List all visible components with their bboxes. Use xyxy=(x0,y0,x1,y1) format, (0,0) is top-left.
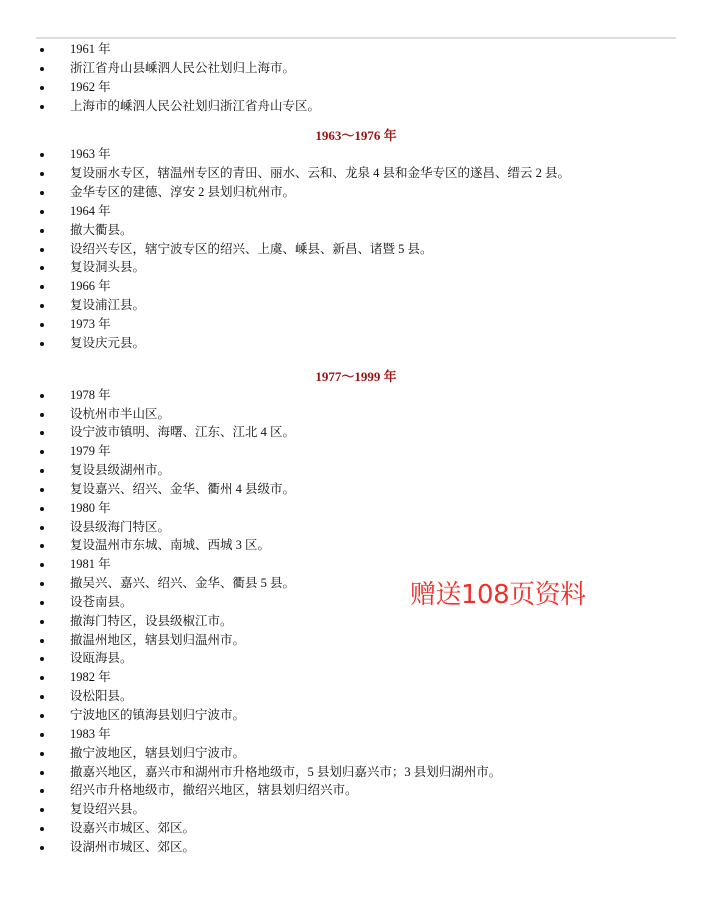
list-item: 设绍兴专区，辖宁波专区的绍兴、上虞、嵊县、新昌、诸暨 5 县。 xyxy=(36,240,676,259)
list-item: 设杭州市半山区。 xyxy=(36,405,676,424)
list-item: 设瓯海县。 xyxy=(36,649,676,668)
list-item: 撤宁波地区，辖县划归宁波市。 xyxy=(36,744,676,763)
list-item: 复设浦江县。 xyxy=(36,296,676,315)
heading-1963-1976: 1963～1976 年 xyxy=(315,128,397,144)
list-item: 宁波地区的镇海县划归宁波市。 xyxy=(36,706,676,725)
list-item: 撤海门特区，设县级椒江市。 xyxy=(36,612,676,631)
section-gap xyxy=(36,115,676,127)
list-item: 复设丽水专区，辖温州专区的青田、丽水、云和、龙泉 4 县和金华专区的遂昌、缙云 2 县。 xyxy=(36,164,676,183)
list-item: 1966 年 xyxy=(36,277,676,296)
list-item: 设宁波市镇明、海曙、江东、江北 4 区。 xyxy=(36,423,676,442)
list-item: 1979 年 xyxy=(36,442,676,461)
list-item: 复设绍兴县。 xyxy=(36,800,676,819)
list-item: 设苍南县。 xyxy=(36,593,676,612)
list-item: 1980 年 xyxy=(36,499,676,518)
list-item: 撤温州地区，辖县划归温州市。 xyxy=(36,631,676,650)
list-item: 1961 年 xyxy=(36,40,676,59)
list-item: 1983 年 xyxy=(36,725,676,744)
list-item: 撤吴兴、嘉兴、绍兴、金华、衢县 5 县。 xyxy=(36,574,676,593)
promo-watermark: 赠送108页资料 xyxy=(410,580,586,610)
document-body xyxy=(36,40,676,857)
section-gap xyxy=(36,353,676,368)
list-item: 复设嘉兴、绍兴、金华、衢州 4 县级市。 xyxy=(36,480,676,499)
list-item: 1978 年 xyxy=(36,386,676,405)
top-divider xyxy=(36,37,676,39)
list-item: 1963 年 xyxy=(36,145,676,164)
list-item: 绍兴市升格地级市，撤绍兴地区，辖县划归绍兴市。 xyxy=(36,781,676,800)
list-item: 复设县级湖州市。 xyxy=(36,461,676,480)
list-item: 上海市的嵊泗人民公社划归浙江省舟山专区。 xyxy=(36,97,676,116)
list-1977-1999 xyxy=(36,386,676,857)
list-item: 复设洞头县。 xyxy=(36,258,676,277)
list-item: 复设温州市东城、南城、西城 3 区。 xyxy=(36,536,676,555)
list-item: 撤大衢县。 xyxy=(36,221,676,240)
list-item: 撤嘉兴地区，嘉兴市和湖州市升格地级市，5 县划归嘉兴市；3 县划归湖州市。 xyxy=(36,763,676,782)
list-item: 设湖州市城区、郊区。 xyxy=(36,838,676,857)
list-item: 1982 年 xyxy=(36,668,676,687)
list-item: 设松阳县。 xyxy=(36,687,676,706)
list-item: 1973 年 xyxy=(36,315,676,334)
list-1963-1976 xyxy=(36,145,676,352)
list-item: 1981 年 xyxy=(36,555,676,574)
list-item: 设嘉兴市城区、郊区。 xyxy=(36,819,676,838)
heading-1977-1999: 1977～1999 年 xyxy=(315,368,397,384)
list-item: 1962 年 xyxy=(36,78,676,97)
list-item: 复设庆元县。 xyxy=(36,334,676,353)
list-item: 浙江省舟山县嵊泗人民公社划归上海市。 xyxy=(36,59,676,78)
list-item: 金华专区的建德、淳安 2 县划归杭州市。 xyxy=(36,183,676,202)
list-1961 xyxy=(36,40,676,115)
list-item: 设县级海门特区。 xyxy=(36,518,676,537)
list-item: 1964 年 xyxy=(36,202,676,221)
